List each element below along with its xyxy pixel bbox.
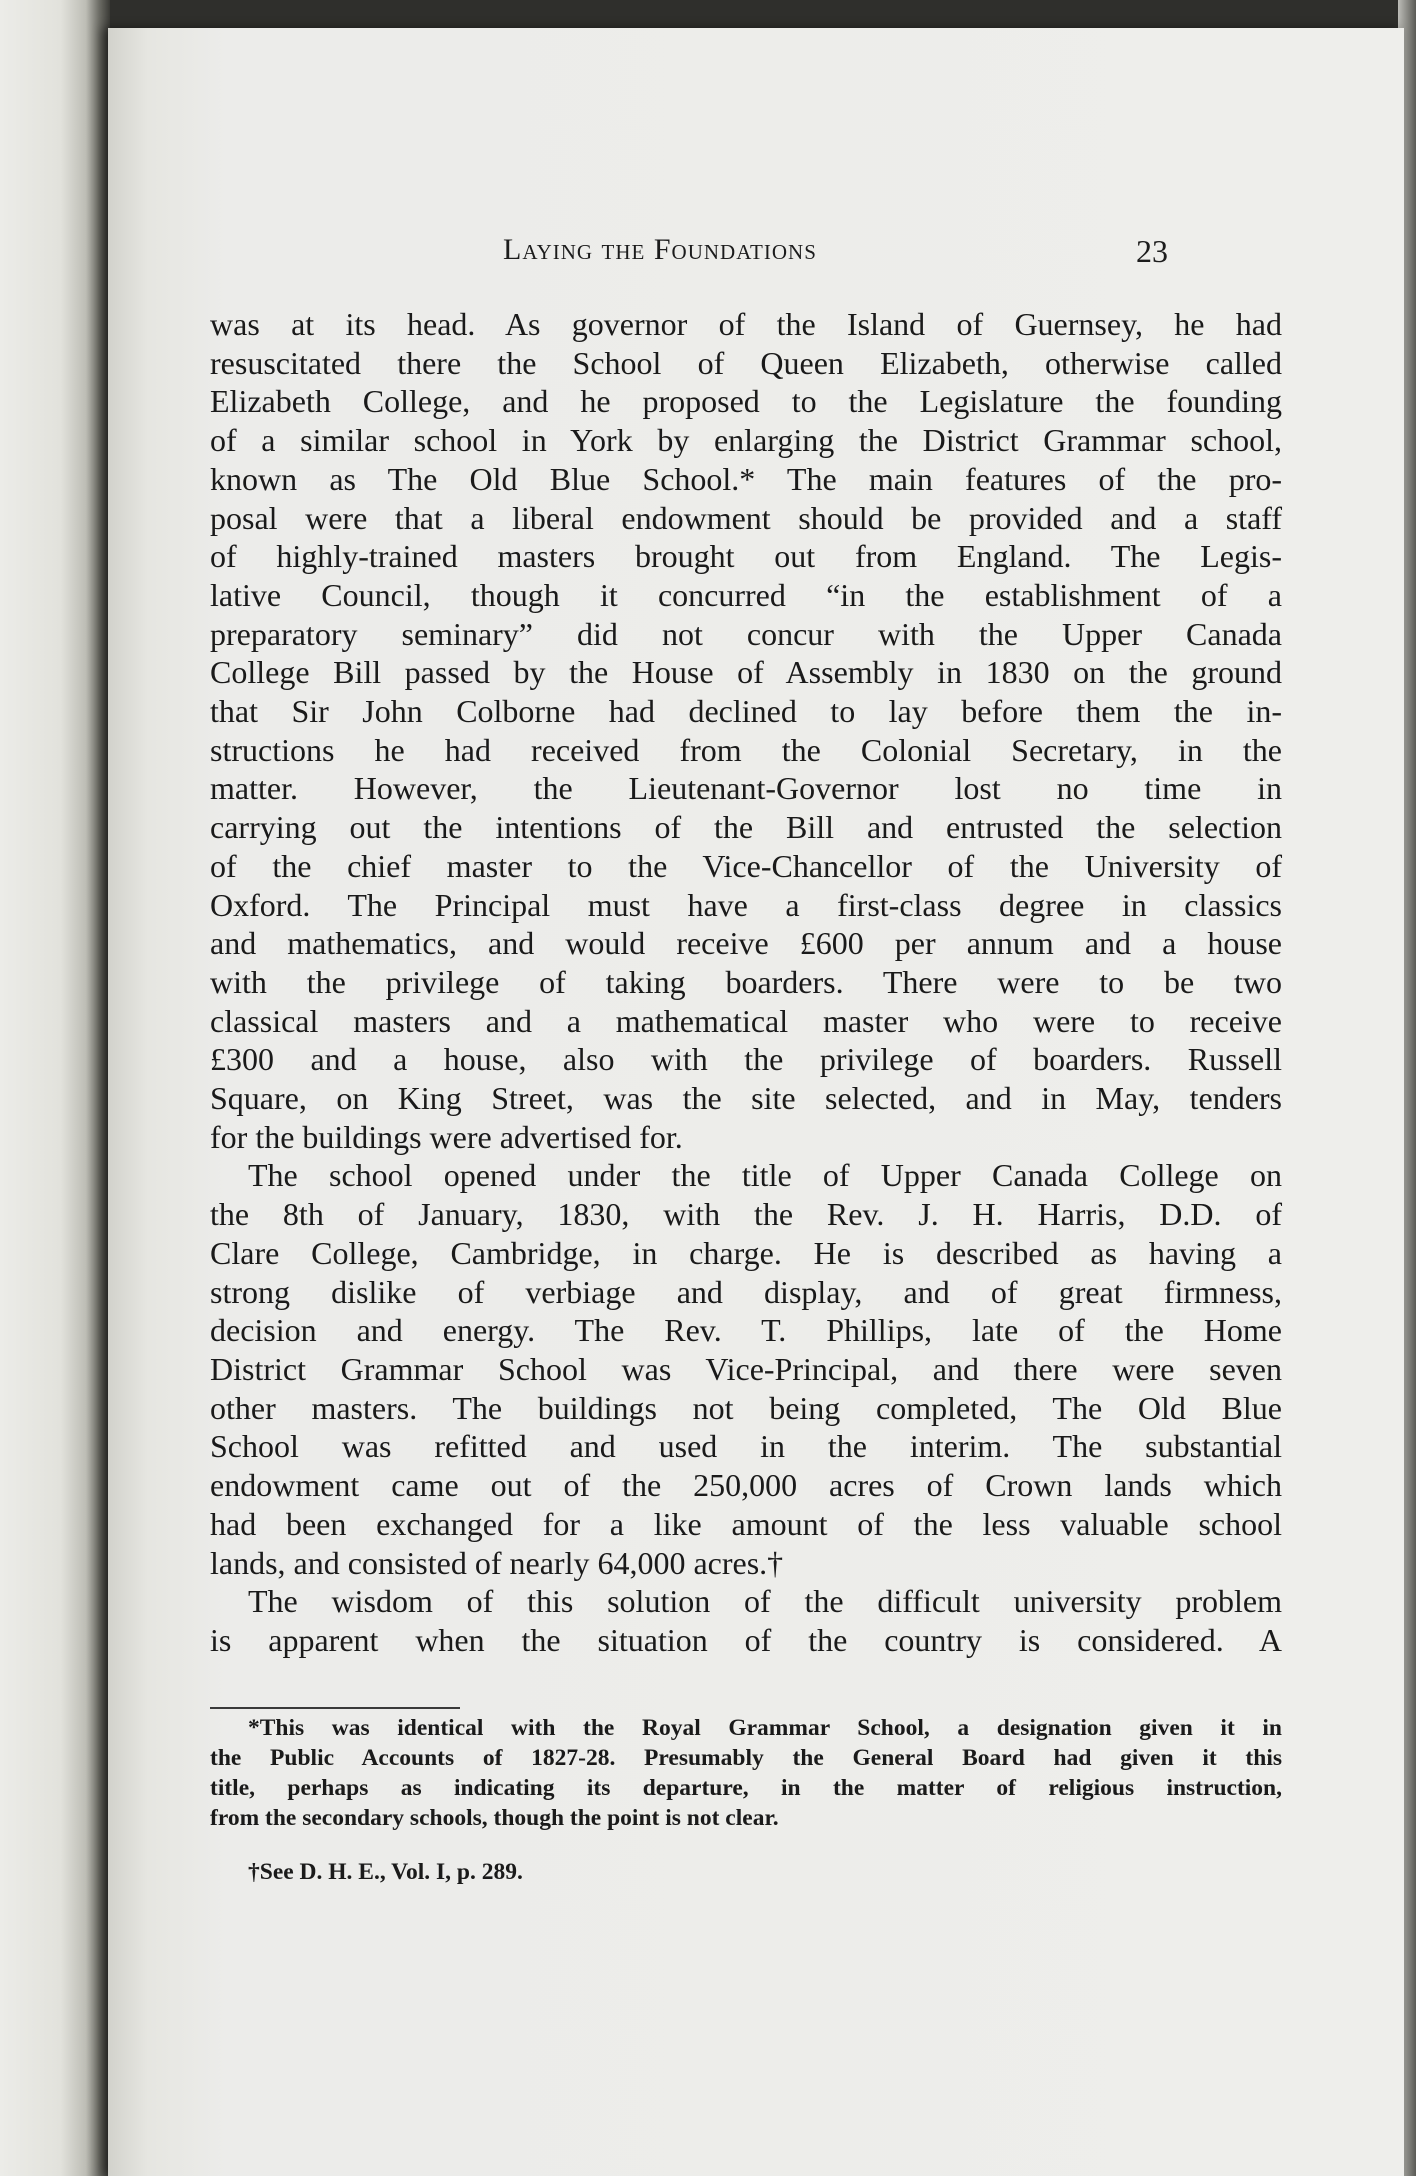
body-line: classical masters and a mathematical master who were to receive xyxy=(210,1002,1282,1039)
body-line: carrying out the intentions of the Bill and entrusted the selection xyxy=(210,809,1282,846)
body-line: was at its head. As governor of the Island of Guernsey, he had xyxy=(210,306,1282,342)
footnote-line: title, perhaps as indicating its departure, in the matter of religious instruction, xyxy=(210,1775,1282,1801)
body-line: preparatory seminary” did not concur with the Upper Canada xyxy=(210,615,1282,652)
body-line: £300 and a house, also with the privilege of boarders. Russell xyxy=(210,1041,1282,1078)
footnote-gap xyxy=(210,1833,1282,1857)
footnote-line: from the secondary schools, though the point is not clear. xyxy=(210,1805,779,1831)
body-line: resuscitated there the School of Queen Elizabeth, otherwise called xyxy=(210,344,1282,381)
page-number: 23 xyxy=(1136,233,1168,269)
book-page xyxy=(108,28,1404,2176)
body-line: had been exchanged for a like amount of the less valuable school xyxy=(210,1505,1282,1542)
body-line: strong dislike of verbiage and display, and of great firmness, xyxy=(210,1273,1282,1310)
body-line: is apparent when the situation of the country is considered. A xyxy=(210,1621,1282,1658)
body-line: and mathematics, and would receive £600 per annum and a house xyxy=(210,925,1282,962)
body-line: structions he had received from the Colonial Secretary, in the xyxy=(210,731,1282,768)
body-line: The school opened under the title of Upper Canada College on xyxy=(248,1157,1282,1194)
footnotes xyxy=(210,1713,1282,1887)
body-line: Clare College, Cambridge, in charge. He is described as having a xyxy=(210,1234,1282,1271)
body-line: The wisdom of this solution of the difficult university problem xyxy=(248,1583,1282,1620)
body-line: for the buildings were advertised for. xyxy=(210,1118,683,1155)
footnote-dagger: †See D. H. E., Vol. I, p. 289. xyxy=(248,1859,523,1885)
body-line: of the chief master to the Vice-Chancellor of the University of xyxy=(210,847,1282,884)
running-head xyxy=(108,233,1404,273)
scan-top-strip xyxy=(0,0,1416,30)
footnote-line: the Public Accounts of 1827-28. Presumably the General Board had given it this xyxy=(210,1745,1282,1771)
body-line: known as The Old Blue School.* The main features of the pro- xyxy=(210,460,1282,497)
body-line: posal were that a liberal endowment should be provided and a staff xyxy=(210,499,1282,536)
body-line: that Sir John Colborne had declined to lay before them the in- xyxy=(210,693,1282,730)
body-line: Square, on King Street, was the site selected, and in May, tenders xyxy=(210,1080,1282,1117)
body-line: endowment came out of the 250,000 acres of Crown lands which xyxy=(210,1467,1282,1504)
body-line: Elizabeth College, and he proposed to the Legislature the founding xyxy=(210,383,1282,420)
body-line: the 8th of January, 1830, with the Rev. J. H. Harris, D.D. of xyxy=(210,1196,1282,1233)
body-line: of a similar school in York by enlarging the District Grammar school, xyxy=(210,422,1282,459)
body-line: College Bill passed by the House of Assembly in 1830 on the ground xyxy=(210,654,1282,691)
body-line: lative Council, though it concurred “in the establishment of a xyxy=(210,576,1282,613)
body-line: with the privilege of taking boarders. There were to be two xyxy=(210,963,1282,1000)
body-line: School was refitted and used in the interim. The substantial xyxy=(210,1428,1282,1465)
body-line: lands, and consisted of nearly 64,000 acres.† xyxy=(210,1544,784,1581)
body-line: decision and energy. The Rev. T. Phillips, late of the Home xyxy=(210,1312,1282,1349)
body-line: matter. However, the Lieutenant-Governor lost no time in xyxy=(210,770,1282,807)
facing-page-edge xyxy=(0,0,110,2176)
footnote-rule xyxy=(210,1707,460,1709)
footnote-line: *This was identical with the Royal Grammar School, a designation given it in xyxy=(248,1715,1282,1741)
body-line: Oxford. The Principal must have a first-class degree in classics xyxy=(210,886,1282,923)
running-title: Laying the Foundations xyxy=(503,233,817,266)
body-text xyxy=(210,305,1282,1660)
body-line: of highly-trained masters brought out from England. The Legis- xyxy=(210,538,1282,575)
body-line: District Grammar School was Vice-Principal, and there were seven xyxy=(210,1350,1282,1387)
body-line: other masters. The buildings not being completed, The Old Blue xyxy=(210,1389,1282,1426)
